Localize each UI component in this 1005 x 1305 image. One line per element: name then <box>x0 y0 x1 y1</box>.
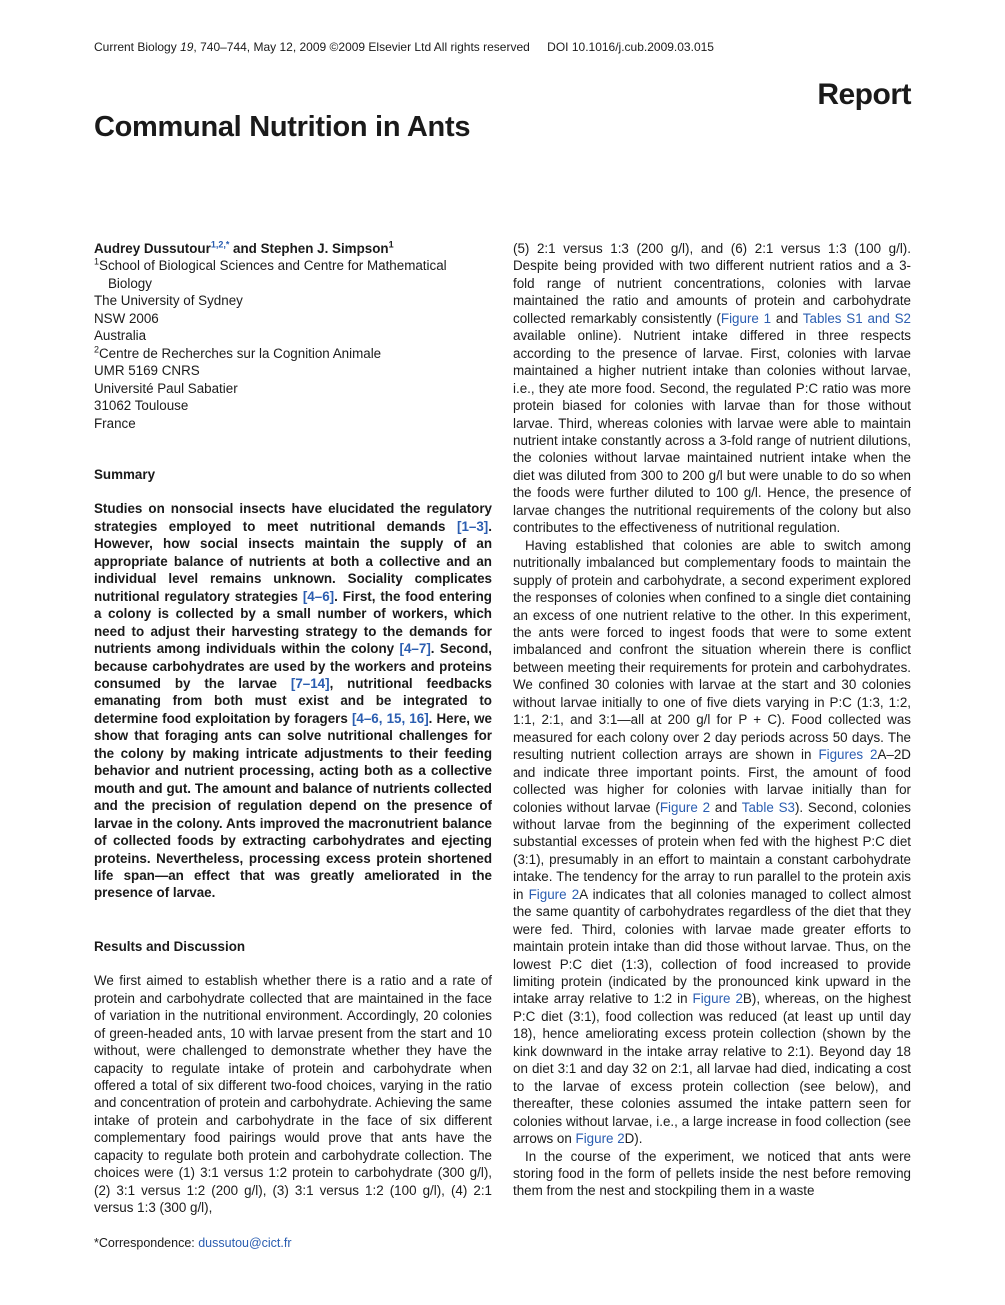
affiliation-line: France <box>94 415 136 431</box>
affiliation-number: 1 <box>94 256 100 267</box>
author-list <box>94 240 492 257</box>
figure-link[interactable]: Figure 2 <box>575 1131 625 1147</box>
affiliation-line: Biology <box>108 275 152 291</box>
running-header <box>94 40 914 54</box>
body-paragraph: In the course of the experiment, we noticed that ants were storing food in the form of pellets inside the nest before removing them from the nest and stockpiling them in a waste <box>513 1148 911 1199</box>
journal-name: Current Biology <box>94 40 177 54</box>
affiliations <box>94 257 492 432</box>
author-name: Audrey Dussutour <box>94 241 211 256</box>
summary-paragraph: Studies on nonsocial insects have elucidated the regulatory strategies employed to meet nutritional demands [1–3]. However, how social insects maintain the supply of an appropriate balance of nutrients at both a collective and an individual level remains unknown. Sociality complicates nutritional regulatory strategies [4–6]. First, the food entering a colony is collected by a small number of workers, which need to adjust their harvesting strategy to the demands for nutrients among individuals within the colony [4–7]. Second, because carbohydrates are used by the workers and proteins consumed by the larvae [7–14], nutritional feedbacks emanating from both must exist and be integrated to determine food exploitation by foragers [4–6, 15, 16]. Here, we show that foraging ants can solve nutritional challenges for the colony by making intricate adjustments to their feeding behavior and nutrient processing, acting both as a collective mouth and gut. The amount and balance of nutrients collected and the precision of regulation depend on the presence of larvae in the colony. Ants improved the macronutrient balance of collected foods by extracting carbohydrates and ejecting proteins. Nevertheless, processing excess protein shortened life span—an effect that was greatly ameliorated in the presence of larvae. <box>94 501 493 901</box>
doi: DOI 10.1016/j.cub.2009.03.015 <box>547 40 714 54</box>
affiliation-line: $^2$Centre de Recherches sur la Cognition Animale <box>94 344 382 361</box>
article-type-label: Report <box>817 78 911 111</box>
author-affiliation-marks: 1 <box>388 239 394 250</box>
affiliation-line: Australia <box>94 328 147 344</box>
left-column <box>94 240 492 1217</box>
citation-link[interactable]: [4–7] <box>399 641 431 657</box>
figure-link[interactable]: Figure 2 <box>659 799 711 815</box>
table-link[interactable]: Tables S1 and S2 <box>802 310 911 326</box>
author-connector: and <box>229 241 261 256</box>
figure-link[interactable]: Figure 2 <box>528 886 580 902</box>
article-title: Communal Nutrition in Ants <box>94 111 471 143</box>
body-paragraph: (5) 2:1 versus 1:3 (200 g/l), and (6) 2:1 versus 1:3 (100 g/l). Despite being provided with two different nutrient ratios and a 3-fold range of nutrient concentrations, colonies with larvae maintained the ratio and amounts of protein and carbohydrate collected remarkably consistently (Figure 1 and Tables S1 and S2 available online). Nutrient intake differed in three respects according to the presence of larvae. First, colonies with larvae maintained a higher nutrient intake than colonies without larvae, i.e., they ate more food. Second, the regulated P:C ratio was more protein biased for colonies with larvae than for those without larvae. Third, whereas colonies with larvae were able to maintain nutrient intake constantly across a 3-fold range of nutrient dilutions, the colonies without larvae maintained nutrient intake when the diet was diluted from 300 to 200 g/l but were unable to do so when the foods were further diluted to 100 g/l. Hence, the presence of larvae changes the nutritional requirements of the colony but also contributes to the effectiveness of nutritional regulation. <box>513 241 911 536</box>
author-affiliation-marks[interactable]: 1,2,* <box>210 239 230 250</box>
citation-link[interactable]: [4–6] <box>302 588 335 604</box>
summary-section <box>94 500 492 901</box>
summary-heading: Summary <box>94 466 156 482</box>
citation-link[interactable]: [1–3] <box>457 518 489 534</box>
journal-citation <box>94 40 326 54</box>
figure-link[interactable]: Figure 2 <box>692 991 743 1007</box>
affiliation-line: $^1$School of Biological Sciences and Centre for Mathematical <box>94 256 447 274</box>
citation-link[interactable]: [7–14] <box>290 675 330 691</box>
footnote-label: *Correspondence: <box>94 1236 199 1250</box>
email-link[interactable]: dussutou@cict.fr <box>198 1236 292 1250</box>
right-column <box>513 240 911 1200</box>
affiliation-number: 2 <box>94 344 100 355</box>
body-paragraph: We first aimed to establish whether there is a ratio and a rate of protein and carbohydrate collected that are maintained in the face of variation in the nutritional environment. Accordingly, 20 colonies of green-headed ants, 10 with larvae present from the start and 10 without, were challenged to demonstrate whether they have the capacity to regulate intake of protein and carbohydrate when offered a total of six different two-food choices, varying in the ratio and concentration of protein and carbohydrate. Achieving the same intake of protein and carbohydrate in the face of six different complementary food pairings would prove that ants have the capacity to regulate both protein and carbohydrate collection. The choices were (1) 3:1 versus 1:2 protein to carbohydrate (300 g/l), (2) 3:1 versus 1:2 (200 g/l), (3) 3:1 versus 1:2 (100 g/l), (4) 2:1 versus 1:3 (300 g/l), <box>94 973 492 1216</box>
affiliation-line: NSW 2006 <box>94 310 159 326</box>
affiliation-line: UMR 5169 CNRS <box>94 363 200 379</box>
correspondence-footnote <box>94 1236 292 1250</box>
journal-volume: 19 <box>180 40 194 54</box>
figure-link[interactable]: Figures 2 <box>818 747 878 763</box>
affiliation-line: Université Paul Sabatier <box>94 380 238 396</box>
copyright: ©2009 Elsevier Ltd All rights reserved <box>329 40 530 54</box>
body-paragraph: Having established that colonies are able to switch among nutritionally imbalanced but complementary foods to maintain the supply of protein and carbohydrate, a second experiment explored the responses of colonies when confined to a single diet containing an excess of one nutrient relative to the other. In this experiment, the ants were forced to ingest foods that were to some extent imbalanced and confront the situation wherein there is conflict between meeting their requirements for protein and carbohydrates. We confined 30 colonies with larvae at the start and 30 colonies without larvae initially to one of five diets varying in P:C (1:3, 1:2, 1:1, 2:1, and 3:1—all at 200 g/l for P + C). Food collected was measured for each colony over 2 day periods across 50 days. The resulting nutrient collection arrays are shown in Figures 2A–2D and indicate three important points. First, the amount of food collected was higher for colonies with larvae initially than for colonies without larvae (Figure 2 and Table S3). Second, colonies without larvae from the beginning of the experiment collected substantial excesses of protein when fed with the highest P:C diet (3:1), presumably in an effort to maintain a constant carbohydrate intake. The tendency for the array to run parallel to the protein axis in Figure 2A indicates that all colonies managed to collect almost the same quantity of carbohydrates regardless of the diet that they were fed. Third, colonies with larvae made greater efforts to maintain protein intake than did those without larvae. Thus, on the lowest P:C diet (1:3), collection of food increased to provide limiting protein (indicated by the pronounced kink upward in the intake array relative to 1:2 in Figure 2B), whereas, on the highest P:C diet (3:1), food collection was reduced (at least up until day 18), hence ameliorating excess protein collection (shown by the kink downward in the intake array relative to 2:1). Beyond day 18 on diet 3:1 and day 32 on 2:1, all larvae had died, indicating a cost to the larvae of excess protein collection (see below), and thereafter, these colonies assumed the intake pattern seen for colonies without larvae, i.e., a large increase in food collection (see arrows on Figure 2D). <box>513 537 911 1147</box>
results-heading: Results and Discussion <box>94 938 246 954</box>
figure-link[interactable]: Figure 1 <box>720 310 772 326</box>
journal-pages-date: , 740–744, May 12, 2009 <box>193 40 327 54</box>
table-link[interactable]: Table S3 <box>741 799 795 815</box>
citation-link[interactable]: [4–6, 15, 16] <box>351 710 429 726</box>
affiliation-line: The University of Sydney <box>94 293 243 309</box>
author-name: Stephen J. Simpson <box>260 241 389 256</box>
affiliation-line: 31062 Toulouse <box>94 398 189 414</box>
